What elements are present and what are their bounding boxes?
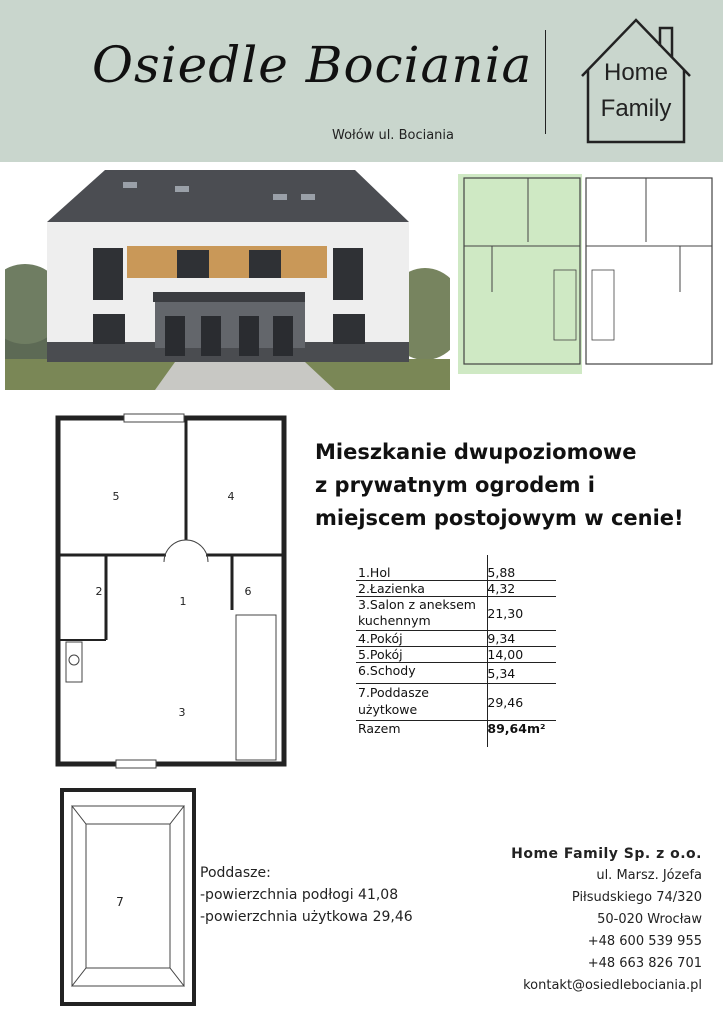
room-label-4: 4 — [227, 490, 235, 503]
room-name: 5.Pokój — [358, 647, 403, 662]
room-label-1: 1 — [179, 595, 187, 608]
logo-text-home: Home — [603, 59, 669, 86]
phone-2[interactable]: +48 663 826 701 — [587, 956, 702, 971]
room-name: 2.Łazienka — [358, 581, 425, 596]
address-street-1: ul. Marsz. Józefa — [596, 868, 702, 883]
offer-headline — [315, 436, 684, 535]
email-link[interactable]: kontakt@osiedlebociania.pl — [523, 978, 702, 993]
room-name: 7.Poddasze użytkowe — [358, 685, 429, 717]
unit-location-plan — [458, 174, 718, 374]
headline-line-1: Mieszkanie dwupoziomowe — [315, 440, 637, 464]
room-name: 4.Pokój — [358, 631, 403, 646]
room-area: 14,00 — [487, 647, 524, 662]
room-area: 29,46 — [487, 694, 524, 710]
table-row — [356, 663, 556, 684]
total-label: Razem — [358, 721, 401, 736]
room-area: 21,30 — [487, 606, 524, 621]
headline-line-3: miejscem postojowym w cenie! — [315, 506, 684, 530]
room-area: 5,34 — [487, 665, 516, 681]
table-row — [356, 631, 556, 647]
room-label-3: 3 — [178, 706, 186, 719]
header-divider — [545, 30, 546, 134]
phone-1[interactable]: +48 600 539 955 — [587, 934, 702, 949]
room-label-6: 6 — [244, 585, 252, 598]
logo-text-family: Family — [600, 95, 672, 122]
room-area: 5,88 — [487, 565, 516, 580]
table-total-row — [356, 721, 556, 736]
company-name: Home Family Sp. z o.o. — [511, 846, 702, 862]
address-city: 50-020 Wrocław — [597, 912, 702, 927]
room-name: 1.Hol — [358, 565, 391, 580]
table-row — [356, 597, 556, 631]
page-title: Osiedle Bociania — [92, 36, 533, 94]
total-value: 89,64m² — [487, 721, 546, 736]
attic-heading: Poddasze: — [200, 865, 271, 881]
contact-block — [511, 843, 702, 997]
room-name: 6.Schody — [358, 663, 416, 678]
room-name: 3.Salon z aneksem kuchennym — [358, 597, 476, 628]
header-banner — [0, 0, 723, 162]
table-row — [356, 647, 556, 663]
address-street-2: Piłsudskiego 74/320 — [571, 890, 702, 905]
building-render — [5, 164, 450, 390]
page-subtitle: Wołów ul. Bociania — [332, 128, 454, 143]
home-family-logo — [574, 16, 698, 148]
table-row — [356, 565, 556, 581]
attic-info — [200, 862, 413, 928]
attic-floor-area: -powierzchnia podłogi 41,08 — [200, 887, 399, 903]
table-row — [356, 581, 556, 597]
attic-plan — [58, 786, 198, 1008]
room-area: 9,34 — [487, 631, 516, 646]
floor-plan — [46, 410, 296, 775]
room-area: 4,32 — [487, 581, 516, 596]
table-row — [356, 684, 556, 721]
room-label-7: 7 — [116, 895, 124, 909]
area-table — [356, 565, 556, 736]
attic-usable-area: -powierzchnia użytkowa 29,46 — [200, 909, 413, 925]
headline-line-2: z prywatnym ogrodem i — [315, 473, 595, 497]
room-label-5: 5 — [112, 490, 120, 503]
room-label-2: 2 — [95, 585, 103, 598]
